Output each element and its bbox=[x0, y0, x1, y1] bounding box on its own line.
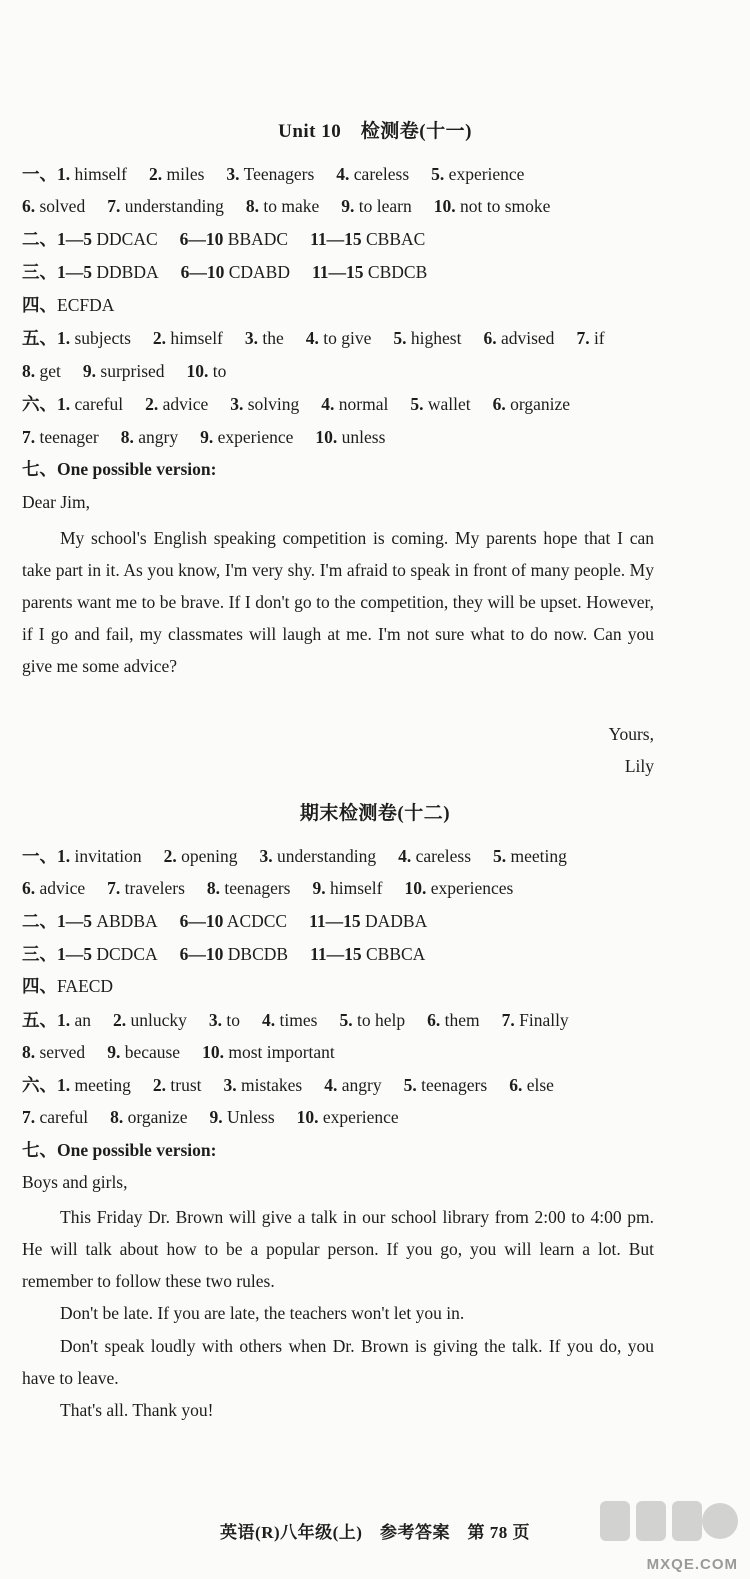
answer-text: CDABD bbox=[224, 262, 290, 282]
answer-text: times bbox=[275, 1010, 318, 1030]
answer-item bbox=[22, 394, 123, 414]
answer-item bbox=[22, 1107, 88, 1127]
answer-row bbox=[22, 842, 732, 870]
answer-item bbox=[262, 1010, 317, 1030]
answer-item bbox=[297, 1107, 399, 1127]
answer-text: subjects bbox=[70, 328, 131, 348]
answer-number: 三、1—5 bbox=[22, 262, 92, 282]
answer-item bbox=[200, 427, 293, 447]
answer-item bbox=[149, 164, 204, 184]
answer-number: 3. bbox=[208, 1010, 223, 1030]
answer-text: himself bbox=[70, 164, 127, 184]
answer-item bbox=[509, 1075, 554, 1095]
answer-number: 9. bbox=[107, 1042, 121, 1062]
answer-item bbox=[121, 427, 178, 447]
answer-number: 9. bbox=[200, 427, 214, 447]
answer-number: 7. bbox=[501, 1010, 515, 1030]
answer-text: because bbox=[120, 1042, 181, 1062]
answer-number: 4. bbox=[336, 164, 350, 184]
answer-item bbox=[393, 328, 461, 348]
answer-item bbox=[310, 944, 425, 964]
answer-number: 六、1. bbox=[22, 1075, 71, 1095]
section-title-final: 期末检测卷(十二) bbox=[299, 803, 451, 824]
answer-item bbox=[210, 1107, 275, 1127]
writing-label bbox=[22, 455, 732, 483]
answer-number: 5. bbox=[493, 846, 507, 866]
answer-text: opening bbox=[176, 846, 238, 866]
answer-number: 三、1—5 bbox=[22, 944, 92, 964]
answer-number: 7. bbox=[576, 328, 590, 348]
letter-paragraph: My school's English speaking competition is coming. My parents hope that I can take part in it. As you know, I'm very shy. I'm afraid to speak in front of many people. My parents want me to be brave. If I don't go to the competition, they will be upset. However, if I go and fail, my classmates will laugh at me. I'm not sure what to do now. Can you give me some advice? bbox=[22, 528, 654, 676]
answer-text: if bbox=[589, 328, 605, 348]
answer-text: Finally bbox=[514, 1010, 569, 1030]
answer-row bbox=[22, 907, 732, 935]
answer-item bbox=[259, 846, 376, 866]
answer-text: careless bbox=[411, 846, 472, 866]
answer-text: Unless bbox=[222, 1107, 275, 1127]
answer-item bbox=[145, 394, 208, 414]
answer-item bbox=[306, 328, 372, 348]
answer-number: 3. bbox=[226, 164, 240, 184]
answer-text: most important bbox=[223, 1042, 335, 1062]
answer-number: 二、1—5 bbox=[22, 229, 92, 249]
answer-number: 8. bbox=[206, 878, 221, 898]
answer-text: travelers bbox=[120, 878, 185, 898]
answer-item bbox=[246, 196, 319, 216]
answer-text: angry bbox=[133, 427, 179, 447]
answer-row bbox=[22, 972, 732, 1000]
answer-text: served bbox=[35, 1042, 86, 1062]
notice-paragraph: That's all. Thank you! bbox=[60, 1400, 214, 1420]
answer-number: 8. bbox=[245, 196, 259, 216]
answer-number: 5. bbox=[339, 1010, 353, 1030]
answer-number: 6—10 bbox=[179, 229, 224, 249]
answer-number: 3. bbox=[230, 394, 244, 414]
writing-label-text: 七、One possible version: bbox=[22, 1140, 217, 1160]
answer-row bbox=[22, 874, 732, 902]
notice-paragraph: Don't be late. If you are late, the teachers won't let you in. bbox=[60, 1303, 465, 1323]
answer-item bbox=[22, 1042, 85, 1062]
answer-item bbox=[180, 229, 288, 249]
answer-item bbox=[83, 361, 165, 381]
answer-number: 6. bbox=[509, 1075, 523, 1095]
answer-number: 8. bbox=[22, 361, 36, 381]
answer-text: CBDCB bbox=[363, 262, 428, 282]
answer-text: DDBDA bbox=[92, 262, 159, 282]
answer-text: wallet bbox=[423, 394, 471, 414]
letter-closing: Yours, bbox=[608, 724, 654, 744]
answer-text: ACDCC bbox=[223, 911, 288, 931]
answer-number: 3. bbox=[223, 1075, 237, 1095]
answer-number: 10. bbox=[404, 878, 427, 898]
answer-text: solved bbox=[35, 196, 86, 216]
answer-item bbox=[107, 878, 185, 898]
answer-number: 8. bbox=[22, 1042, 36, 1062]
answer-text: to learn bbox=[354, 196, 412, 216]
answer-item bbox=[22, 328, 131, 348]
answer-number: 6. bbox=[492, 394, 506, 414]
answer-item bbox=[22, 164, 127, 184]
answer-text: understanding bbox=[272, 846, 377, 866]
answer-text: FAECD bbox=[57, 976, 114, 996]
answer-text: to help bbox=[352, 1010, 406, 1030]
answer-item bbox=[181, 262, 290, 282]
answer-number: 10. bbox=[186, 361, 209, 381]
answer-number: 六、1. bbox=[22, 394, 71, 414]
answer-number: 2. bbox=[149, 164, 163, 184]
answer-text: mistakes bbox=[236, 1075, 303, 1095]
answer-number: 2. bbox=[152, 1075, 166, 1095]
page-footer: 英语(R)八年级(上) 参考答案 第 78 页 bbox=[220, 1523, 530, 1542]
answer-text: ABDBA bbox=[92, 911, 158, 931]
answer-item bbox=[493, 394, 570, 414]
answer-row bbox=[22, 1006, 732, 1034]
answer-item bbox=[341, 196, 411, 216]
answer-number: 9. bbox=[341, 196, 355, 216]
answer-item bbox=[405, 878, 514, 898]
answer-item bbox=[324, 1075, 381, 1095]
answer-text: solving bbox=[243, 394, 300, 414]
answer-number: 4. bbox=[305, 328, 319, 348]
answer-number: 2. bbox=[163, 846, 177, 866]
answer-row bbox=[22, 324, 732, 352]
answer-row bbox=[22, 1103, 732, 1131]
answer-item bbox=[22, 196, 85, 216]
answer-item bbox=[226, 164, 314, 184]
answer-text: to make bbox=[258, 196, 320, 216]
answer-text: invitation bbox=[70, 846, 142, 866]
answer-item bbox=[209, 1010, 240, 1030]
answer-row bbox=[22, 160, 732, 188]
answer-item bbox=[22, 976, 113, 996]
answer-text: the bbox=[258, 328, 284, 348]
answer-text: advice bbox=[35, 878, 86, 898]
answer-text: DADBA bbox=[360, 911, 428, 931]
answer-number: 五、1. bbox=[22, 1010, 71, 1030]
answer-row bbox=[22, 1071, 732, 1099]
answer-text: experience bbox=[213, 427, 294, 447]
answer-text: teenager bbox=[35, 427, 99, 447]
salutation: Boys and girls, bbox=[22, 1172, 128, 1192]
answer-row bbox=[22, 940, 732, 968]
answer-text: trust bbox=[166, 1075, 202, 1095]
answer-row bbox=[22, 291, 732, 319]
answer-number: 6—10 bbox=[180, 262, 225, 282]
answer-number: 6. bbox=[483, 328, 497, 348]
answer-item bbox=[22, 295, 114, 315]
answer-number: 7. bbox=[107, 196, 121, 216]
answer-number: 7. bbox=[107, 878, 121, 898]
answer-item bbox=[398, 846, 471, 866]
notice-paragraph: This Friday Dr. Brown will give a talk in our school library from 2:00 to 4:00 pm. He will talk about how to be a popular person. If you go, you will learn a lot. But remember to follow these two rules. bbox=[22, 1207, 654, 1291]
answer-text: CBBCA bbox=[361, 944, 426, 964]
answer-number: 四、 bbox=[22, 976, 57, 996]
answer-number: 4. bbox=[398, 846, 412, 866]
answer-text: CBBAC bbox=[361, 229, 426, 249]
answer-item bbox=[164, 846, 238, 866]
answer-item bbox=[502, 1010, 569, 1030]
answer-text: BBADC bbox=[223, 229, 289, 249]
answer-text: unless bbox=[337, 427, 386, 447]
answer-item bbox=[22, 878, 85, 898]
answer-number: 5. bbox=[403, 1075, 417, 1095]
answer-text: to bbox=[208, 361, 227, 381]
answer-text: teenagers bbox=[416, 1075, 488, 1095]
answer-number: 8. bbox=[110, 1107, 124, 1127]
answer-item bbox=[22, 229, 158, 249]
answer-item bbox=[321, 394, 388, 414]
answer-text: experience bbox=[318, 1107, 399, 1127]
answer-item bbox=[22, 262, 159, 282]
answer-item bbox=[576, 328, 604, 348]
answer-item bbox=[313, 878, 383, 898]
answer-text: an bbox=[70, 1010, 92, 1030]
answer-text: meeting bbox=[70, 1075, 131, 1095]
answer-item bbox=[187, 361, 227, 381]
answer-number: 11—15 bbox=[309, 911, 361, 931]
answer-number: 3. bbox=[244, 328, 259, 348]
answer-text: ECFDA bbox=[57, 295, 115, 315]
answer-item bbox=[180, 944, 288, 964]
answer-text: Teenagers bbox=[239, 164, 315, 184]
answer-item bbox=[180, 911, 287, 931]
answer-number: 9. bbox=[82, 361, 97, 381]
answer-item bbox=[22, 427, 99, 447]
answer-number: 5. bbox=[393, 328, 407, 348]
answer-text: advised bbox=[496, 328, 555, 348]
section-title-unit10: Unit 10 检测卷(十一) bbox=[278, 121, 472, 142]
answer-number: 6—10 bbox=[179, 944, 224, 964]
answer-text: surprised bbox=[96, 361, 165, 381]
answer-item bbox=[22, 1010, 91, 1030]
answer-text: organize bbox=[505, 394, 571, 414]
answer-number: 4. bbox=[324, 1075, 338, 1095]
letter-signature: Lily bbox=[624, 756, 654, 776]
answer-number: 6. bbox=[427, 1010, 441, 1030]
answer-item bbox=[315, 427, 385, 447]
answer-text: organize bbox=[123, 1107, 188, 1127]
answer-number: 2. bbox=[145, 394, 159, 414]
answer-item bbox=[309, 911, 427, 931]
answer-item bbox=[22, 911, 158, 931]
answer-text: careful bbox=[70, 394, 124, 414]
answer-number: 9. bbox=[209, 1107, 223, 1127]
answer-text: careful bbox=[35, 1107, 89, 1127]
answer-number: 11—15 bbox=[310, 944, 362, 964]
answer-row bbox=[22, 423, 732, 451]
answer-item bbox=[434, 196, 551, 216]
answer-number: 9. bbox=[312, 878, 326, 898]
answer-item bbox=[107, 1042, 180, 1062]
answer-number: 11—15 bbox=[312, 262, 364, 282]
answer-text: meeting bbox=[506, 846, 567, 866]
answer-number: 7. bbox=[22, 427, 36, 447]
salutation: Dear Jim, bbox=[22, 492, 91, 512]
answer-item bbox=[113, 1010, 187, 1030]
writing-label bbox=[22, 1136, 732, 1164]
answer-row bbox=[22, 1038, 732, 1066]
answer-item bbox=[110, 1107, 187, 1127]
answer-row bbox=[22, 225, 732, 253]
notice-paragraph: Don't speak loudly with others when Dr. Brown is giving the talk. If you do, you have to leave. bbox=[22, 1336, 654, 1388]
answer-number: 7. bbox=[22, 1107, 36, 1127]
answer-text: highest bbox=[406, 328, 462, 348]
answer-item bbox=[339, 1010, 405, 1030]
answer-text: angry bbox=[337, 1075, 382, 1095]
answer-number: 10. bbox=[296, 1107, 319, 1127]
answer-row bbox=[22, 357, 732, 385]
answer-item bbox=[22, 846, 142, 866]
answer-item bbox=[431, 164, 524, 184]
answer-text: advice bbox=[158, 394, 209, 414]
answer-item bbox=[202, 1042, 335, 1062]
answer-number: 6. bbox=[22, 196, 36, 216]
answer-text: teenagers bbox=[220, 878, 291, 898]
answer-text: to bbox=[222, 1010, 241, 1030]
answer-item bbox=[427, 1010, 480, 1030]
answer-number: 4. bbox=[262, 1010, 276, 1030]
answer-item bbox=[107, 196, 224, 216]
answer-item bbox=[483, 328, 554, 348]
answer-text: experiences bbox=[426, 878, 514, 898]
answer-item bbox=[230, 394, 299, 414]
answer-text: them bbox=[440, 1010, 480, 1030]
answer-number: 5. bbox=[431, 164, 445, 184]
watermark-text: MXQE.COM bbox=[646, 1556, 738, 1573]
answer-number: 11—15 bbox=[310, 229, 362, 249]
answer-item bbox=[224, 1075, 303, 1095]
answer-item bbox=[310, 229, 425, 249]
answer-row bbox=[22, 258, 732, 286]
answer-number: 二、1—5 bbox=[22, 911, 92, 931]
answer-number: 10. bbox=[202, 1042, 224, 1062]
answer-text: careless bbox=[349, 164, 410, 184]
answer-item bbox=[410, 394, 470, 414]
answer-number: 5. bbox=[410, 394, 424, 414]
answer-text: DCDCA bbox=[92, 944, 158, 964]
answer-number: 10. bbox=[315, 427, 338, 447]
answer-text: unlucky bbox=[126, 1010, 187, 1030]
answer-item bbox=[493, 846, 567, 866]
answer-item bbox=[22, 1075, 131, 1095]
answer-text: to give bbox=[318, 328, 372, 348]
answer-number: 4. bbox=[321, 394, 335, 414]
answer-text: normal bbox=[334, 394, 389, 414]
answer-text: get bbox=[35, 361, 61, 381]
answer-number: 6—10 bbox=[179, 911, 224, 931]
answer-item bbox=[153, 328, 223, 348]
answer-text: else bbox=[522, 1075, 554, 1095]
answer-number: 2. bbox=[152, 328, 167, 348]
answer-number: 一、1. bbox=[22, 846, 71, 866]
answer-item bbox=[22, 361, 61, 381]
answer-text: DBCDB bbox=[223, 944, 289, 964]
answer-number: 3. bbox=[259, 846, 273, 866]
answer-text: miles bbox=[162, 164, 205, 184]
answer-number: 10. bbox=[433, 196, 456, 216]
answer-number: 四、 bbox=[22, 295, 57, 315]
answer-item bbox=[312, 262, 427, 282]
answer-text: DDCAC bbox=[92, 229, 158, 249]
answer-row bbox=[22, 192, 732, 220]
answer-text: himself bbox=[325, 878, 383, 898]
answer-item bbox=[336, 164, 409, 184]
answer-text: understanding bbox=[120, 196, 224, 216]
answer-item bbox=[22, 944, 158, 964]
answer-number: 五、1. bbox=[22, 328, 71, 348]
answer-item bbox=[153, 1075, 202, 1095]
answer-number: 8. bbox=[120, 427, 134, 447]
answer-text: experience bbox=[444, 164, 525, 184]
answer-text: himself bbox=[166, 328, 223, 348]
answer-item bbox=[207, 878, 291, 898]
answer-item bbox=[404, 1075, 488, 1095]
answer-number: 6. bbox=[22, 878, 36, 898]
answer-row bbox=[22, 390, 732, 418]
answer-text: not to smoke bbox=[455, 196, 551, 216]
answer-number: 2. bbox=[113, 1010, 127, 1030]
answer-item bbox=[245, 328, 284, 348]
writing-label-text: 七、One possible version: bbox=[22, 459, 217, 479]
answer-number: 一、1. bbox=[22, 164, 71, 184]
